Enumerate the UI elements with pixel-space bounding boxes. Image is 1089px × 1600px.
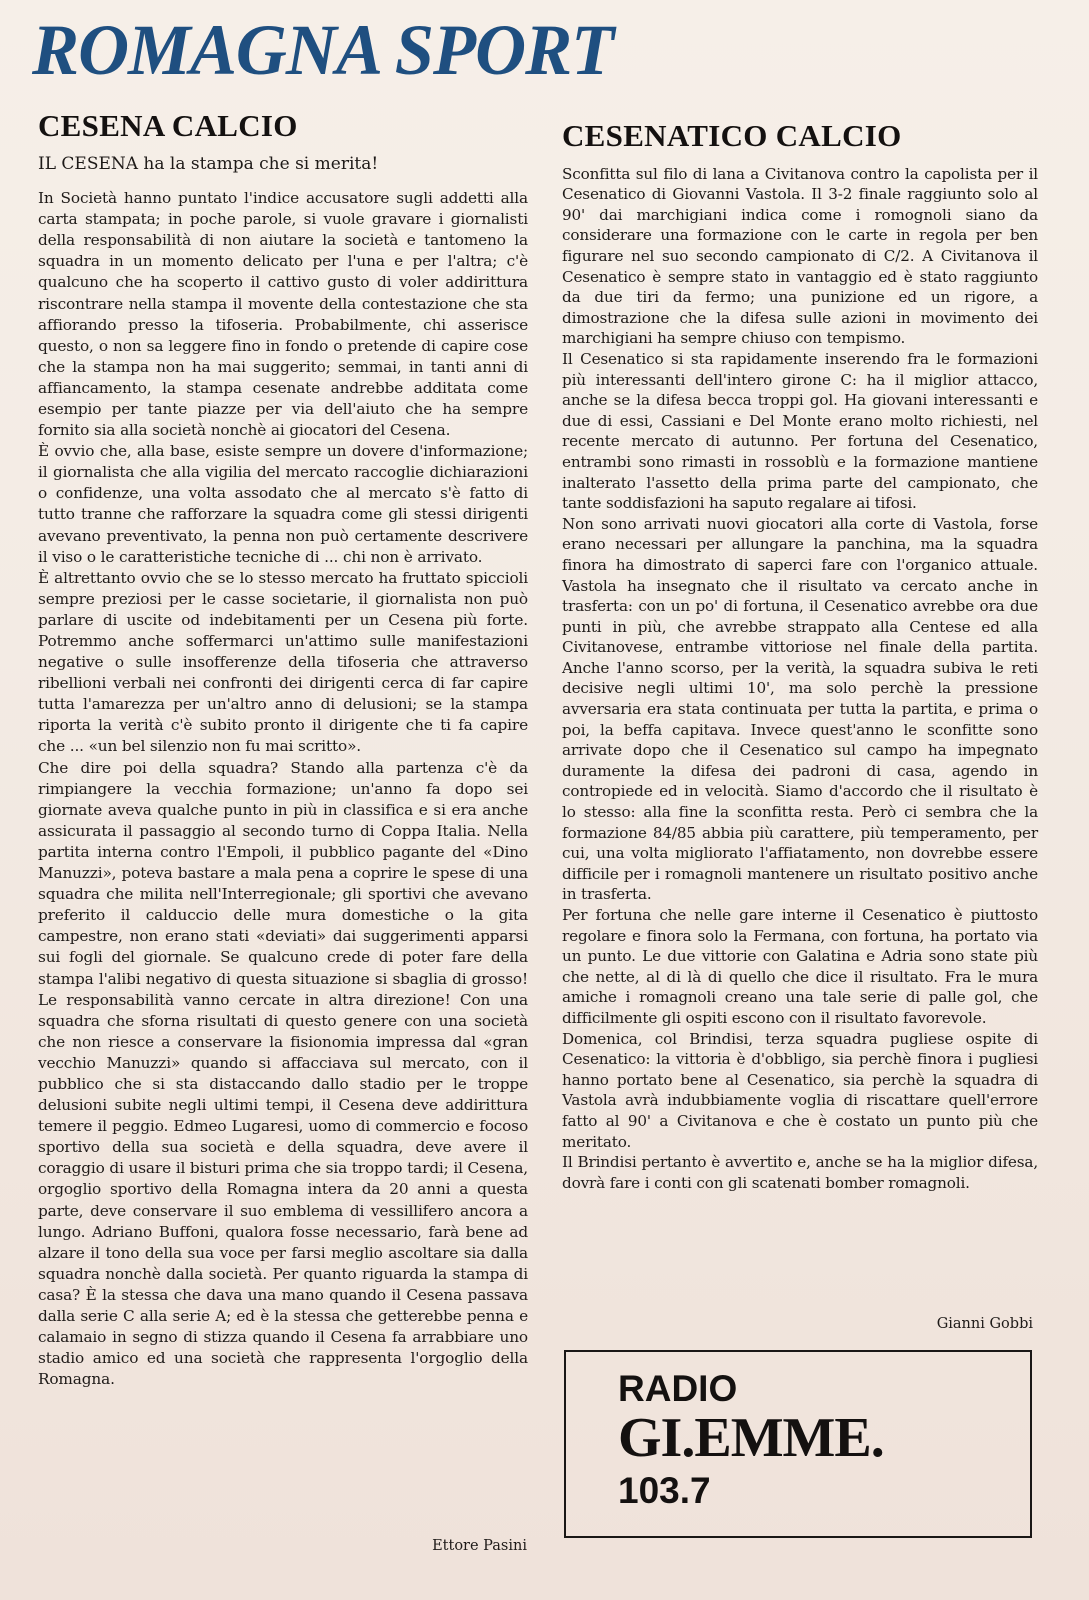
article-body xyxy=(38,188,528,1390)
masthead-title: ROMAGNA SPORT xyxy=(32,10,614,90)
article-paragraph: In Società hanno puntato l'indice accusatore sugli addetti alla carta stampata; in poche parole, si vuole gravare i giornalisti della responsabilità di non aiutare la società e tantomeno la squadra in un momento delicato per l'una e per l'altra; c'è qualcuno che ha scoperto il cattivo gusto di voler addirittura riscontrare nella stampa il movente della contestazione che sta affiorando presso la tifoseria. Probabilmente, chi asserisce questo, o non sa leggere fino in fondo o pretende di capire cose che la stampa non ha mai suggerito; semmai, in tanti anni di affiancamento, la stampa cesenate andrebbe additata come esempio per tante piazze per via dell'aiuto che ha sempre fornito sia alla società nonchè ai giocatori del Cesena. xyxy=(38,189,528,440)
article-cesena-calcio xyxy=(38,108,528,1390)
article-title: CESENATICO CALCIO xyxy=(562,118,902,153)
radio-advertisement xyxy=(564,1350,1032,1538)
article-paragraph: Che dire poi della squadra? Stando alla partenza c'è da rimpiangere la vecchia formazione; un'anno fa dopo sei giornate aveva qualche punto in più in classifica e si era anche assicurata il passaggio al secondo turno di Coppa Italia. Nella partita interna contro l'Empoli, il pubblico pagante del «Dino Manuzzi», poteva bastare a mala pena a coprire le spese di una squadra che milita nell'Interregionale; gli sportivi che avevano preferito il calduccio delle mura domestiche o la gita campestre, non erano stati «deviati» dai suggerimenti apparsi sui fogli del giornale. Se qualcuno crede di poter fare della stampa l'alibi negativo di questa situazione si sbaglia di grosso! Le responsabilità vanno cercate in altra direzione! Con una squadra che sforna risultati di questo genere con una società che non riesce a conservare la fisionomia impressa dal «gran vecchio Manuzzi» quando si affacciava sul mercato, con il pubblico che si sta distaccando dallo stadio per le troppe delusioni subite negli ultimi tempi, il Cesena deve addirittura temere il peggio. Edmeo Lugaresi, uomo di commercio e focoso sportivo della sua società e della squadra, deve avere il coraggio di usare il bisturi prima che sia troppo tardi; il Cesena, orgoglio sportivo della Romagna intera da 20 anni a questa parte, deve conservare il suo emblema di vessillifero ancora a lungo. Adriano Buffoni, qualora fosse necessario, farà bene ad alzare il tono della sua voce per farsi meglio ascoltare sia dalla squadra nonchè dalla società. Per quanto riguarda la stampa di casa? È la stessa che dava una mano quando il Cesena passava dalla serie C alla serie A; ed è la stessa che getterebbe penna e calamaio in segno di stizza quando il Cesena fa arrabbiare uno stadio amico ed una società che rappresenta l'orgoglio della Romagna. xyxy=(38,758,528,1389)
article-paragraph: Non sono arrivati nuovi giocatori alla corte di Vastola, forse erano necessari per allungare la panchina, ma la squadra finora ha dimostrato di saperci fare con l'organico attuale. Vastola ha insegnato che il risultato va cercato anche in trasferta: con un po' di fortuna, il Cesenatico avrebbe ora due punti in più, che avrebbe strappato alla Centese ed alla Civitanovese, entrambe vittoriose nel finale della partita. Anche l'anno scorso, per la verità, la squadra subiva le reti decisive negli ultimi 10', ma solo perchè la pressione avversaria era stata continuata per tutta la partita, e prima o poi, la beffa capitava. Invece quest'anno le sconfitte sono arrivate dopo che il Cesenatico sul campo ha impegnato duramente la difesa dei padroni di casa, agendo in contropiede ed in velocità. Siamo d'accordo che il risultato è lo stesso: alla fine la sconfitta resta. Però ci sembra che la formazione 84/85 abbia più carattere, più temperamento, per cui, una volta migliorato l'affiatamento, non dovrebbe essere difficile per i romagnoli mantenere un risultato positivo anche in trasferta. xyxy=(562,514,1038,904)
article-paragraph: Il Brindisi pertanto è avvertito e, anche se ha la miglior difesa, dovrà fare i conti con gli scatenati bomber romagnoli. xyxy=(562,1153,1038,1192)
article-cesenatico-calcio xyxy=(562,118,1038,1193)
article-title: CESENA CALCIO xyxy=(38,108,298,143)
radio-station-name: GI.EMME. xyxy=(618,1406,884,1469)
article-paragraph: È ovvio che, alla base, esiste sempre un dovere d'informazione; il giornalista che alla vigilia del mercato raccoglie dichiarazioni o confidenze, una volta assodato che al mercato s'è fatto di tutto tranne che rafforzare la squadra come gli stessi dirigenti avevano preventivato, la penna non può certamente descrivere il viso o le caratteristiche tecniche di ... chi non è arrivato. xyxy=(38,442,528,566)
article-paragraph: È altrettanto ovvio che se lo stesso mercato ha fruttato spiccioli sempre preziosi per le casse societarie, il giornalista non può parlare di uscite od indebitamenti per un Cesena più forte. Potremmo anche soffermarci un'attimo sulle manifestazioni negative o sulle insofferenze della tifoseria che attraverso ribellioni verbali nei confronti dei dirigenti cerca di far capire tutta l'amarezza per un'altro anno di delusioni; se la stampa riporta la verità c'è subito pronto il dirigente che ti fa capire che ... «un bel silenzio non fu mai scritto». xyxy=(38,568,528,756)
author-signature: Gianni Gobbi xyxy=(936,1316,1033,1332)
radio-label: RADIO xyxy=(618,1368,738,1409)
article-subtitle: IL CESENA ha la stampa che si merita! xyxy=(38,153,379,174)
article-paragraph: Sconfitta sul filo di lana a Civitanova contro la capolista per il Cesenatico di Giovanni Vastola. Il 3-2 finale raggiunto solo al 90' dai marchigiani indica come i romognoli siano da considerare una formazione con le carte in regola per ben figurare nel suo secondo campionato di C/2. A Civitanova il Cesenatico è sempre stato in vantaggio ed è stato raggiunto da due tiri da fermo; una punizione ed un rigore, a dimostrazione che la difesa sulle azioni in movimento dei marchigiani ha sempre chiuso con tempismo. xyxy=(562,164,1038,348)
radio-frequency: 103.7 xyxy=(618,1469,711,1511)
article-paragraph: Per fortuna che nelle gare interne il Cesenatico è piuttosto regolare e finora solo la Fermana, con fortuna, ha portato via un punto. Le due vittorie con Galatina e Adria sono state più che nette, al di là di quello che dice il risultato. Fra le mura amiche i romagnoli creano una tale serie di palle gol, che difficilmente gli ospiti escono con il risultato favorevole. xyxy=(562,906,1038,1027)
article-paragraph: Il Cesenatico si sta rapidamente inserendo fra le formazioni più interessanti dell'intero girone C: ha il miglior attacco, anche se la difesa becca troppi gol. Ha giovani interessanti e due di essi, Cassiani e Del Monte erano molto richiesti, nel recente mercato di autunno. Per fortuna del Cesenatico, entrambi sono rimasti in rossoblù e la formazione mantiene inalterato l'assetto della prima parte del campionato, che tante soddisfazioni ha saputo regalare ai tifosi. xyxy=(562,349,1038,513)
author-signature: Ettore Pasini xyxy=(432,1538,527,1554)
article-paragraph: Domenica, col Brindisi, terza squadra pugliese ospite di Cesenatico: la vittoria è d'obbligo, sia perchè finora i pugliesi hanno portato bene al Cesenatico, sia perchè la squadra di Vastola avrà indubbiamente voglia di riscattare quell'errore fatto al 90' a Civitanova e che è costato un punto più che meritato. xyxy=(562,1029,1038,1151)
article-body xyxy=(562,164,1038,1194)
